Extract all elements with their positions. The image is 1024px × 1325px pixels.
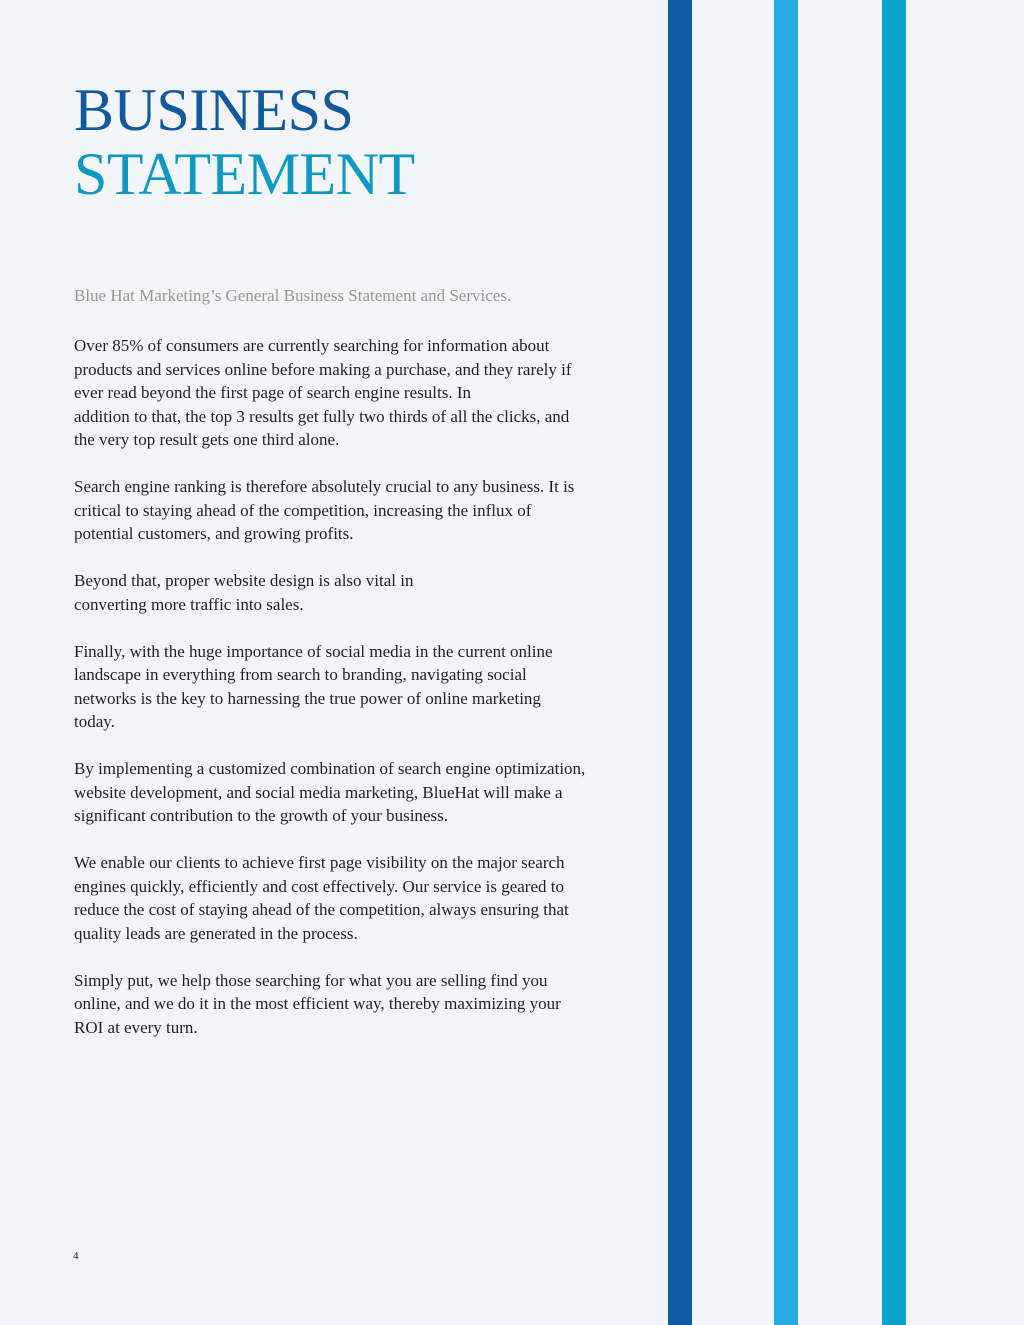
page-title xyxy=(74,78,415,206)
decorative-stripe-teal xyxy=(882,0,906,1325)
paragraph-website-design: Beyond that, proper website design is also vital in converting more traffic into sales. xyxy=(74,571,414,614)
paragraph-first-page-visibility: We enable our clients to achieve first page visibility on the major search engines quickly, efficiently and cost effectively. Our service is geared to reduce the cost of staying ahead of the competition, always ensuring that quality leads are generated in the process. xyxy=(74,853,569,943)
decorative-stripe-dark-blue xyxy=(668,0,692,1325)
page-title-line-1: BUSINESS xyxy=(74,77,354,143)
paragraph-consumer-search: Over 85% of consumers are currently searching for information about products and services online before making a purchase, and they rarely if ever read beyond the first page of search engine results. In addition to that, the top 3 results get fully two thirds of all the clicks, and the very top result gets one third alone. xyxy=(74,336,572,449)
paragraph-search-ranking: Search engine ranking is therefore absolutely crucial to any business. It is critical to staying ahead of the competition, increasing the influx of potential customers, and growing profits. xyxy=(74,477,575,543)
paragraph-bluehat-services: By implementing a customized combination of search engine optimization, website development, and social media marketing, BlueHat will make a significant contribution to the growth of your business. xyxy=(74,759,586,825)
paragraph-social-media: Finally, with the huge importance of social media in the current online landscape in everything from search to branding, navigating social networks is the key to harnessing the true power of online marketing today. xyxy=(74,641,553,731)
body-text xyxy=(74,334,639,1063)
page-number: 4 xyxy=(73,1250,79,1262)
decorative-stripe-light-blue xyxy=(774,0,798,1325)
paragraph-summary: Simply put, we help those searching for what you are selling find you online, and we do it in the most efficient way, thereby maximizing your ROI at every turn. xyxy=(74,970,561,1037)
page-subtitle: Blue Hat Marketing’s General Business Statement and Services. xyxy=(74,286,512,305)
page-title-line-2: STATEMENT xyxy=(74,141,415,207)
